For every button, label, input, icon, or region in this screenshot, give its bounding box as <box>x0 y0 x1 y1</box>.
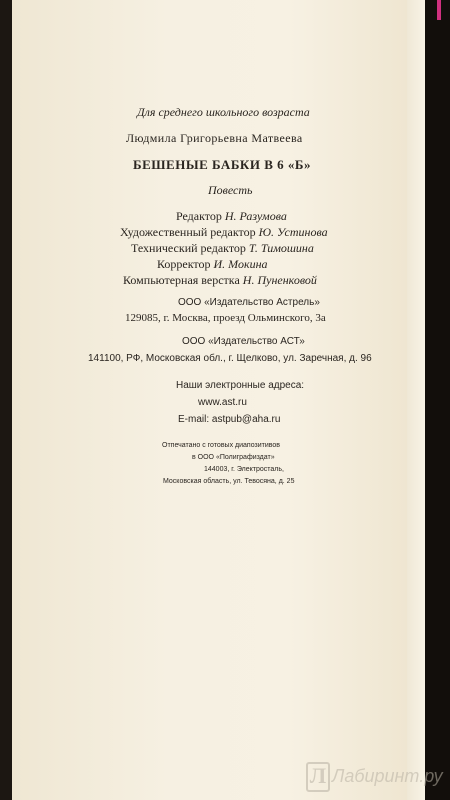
credit-tech-editor: Технический редактор Т. Тимошина <box>131 241 314 255</box>
dark-margin <box>425 0 450 800</box>
publisher2-name: ООО «Издательство АСТ» <box>182 336 305 347</box>
labirint-logo-icon: Л <box>306 762 330 792</box>
bookmark-ribbon <box>437 0 441 20</box>
contacts-website: www.ast.ru <box>198 397 247 408</box>
credit-proofreader: Корректор И. Мокина <box>157 257 268 271</box>
contacts-heading: Наши электронные адреса: <box>176 380 305 391</box>
printing-line: 144003, г. Электросталь, <box>204 466 284 473</box>
printing-line: в ООО «Полиграфиздат» <box>192 454 275 461</box>
credit-layout: Компьютерная верстка Н. Пуненковой <box>123 273 317 287</box>
publisher1-address: 129085, г. Москва, проезд Ольминского, 3а <box>125 312 326 324</box>
page-fore-edge <box>407 0 425 800</box>
labirint-watermark: Л Лабиринт.ру <box>300 760 450 794</box>
printing-line: Московская область, ул. Тевосяна, д. 25 <box>163 478 295 485</box>
publisher2-address: 141100, РФ, Московская обл., г. Щелково, ул. Заречная, д. 96 <box>88 353 372 364</box>
printing-line: Отпечатано с готовых диапозитивов <box>162 442 280 449</box>
publisher1-name: ООО «Издательство Астрель» <box>178 297 320 308</box>
audience-line: Для среднего школьного возраста <box>137 105 310 119</box>
credit-art-editor: Художественный редактор Ю. Устинова <box>120 225 328 239</box>
credit-editor: Редактор Н. Разумова <box>176 209 287 223</box>
book-title: БЕШЕНЫЕ БАБКИ В 6 «Б» <box>133 157 311 172</box>
author-name: Людмила Григорьевна Матвеева <box>126 131 303 145</box>
contacts-email: E-mail: astpub@aha.ru <box>178 414 281 425</box>
genre-label: Повесть <box>208 183 253 197</box>
